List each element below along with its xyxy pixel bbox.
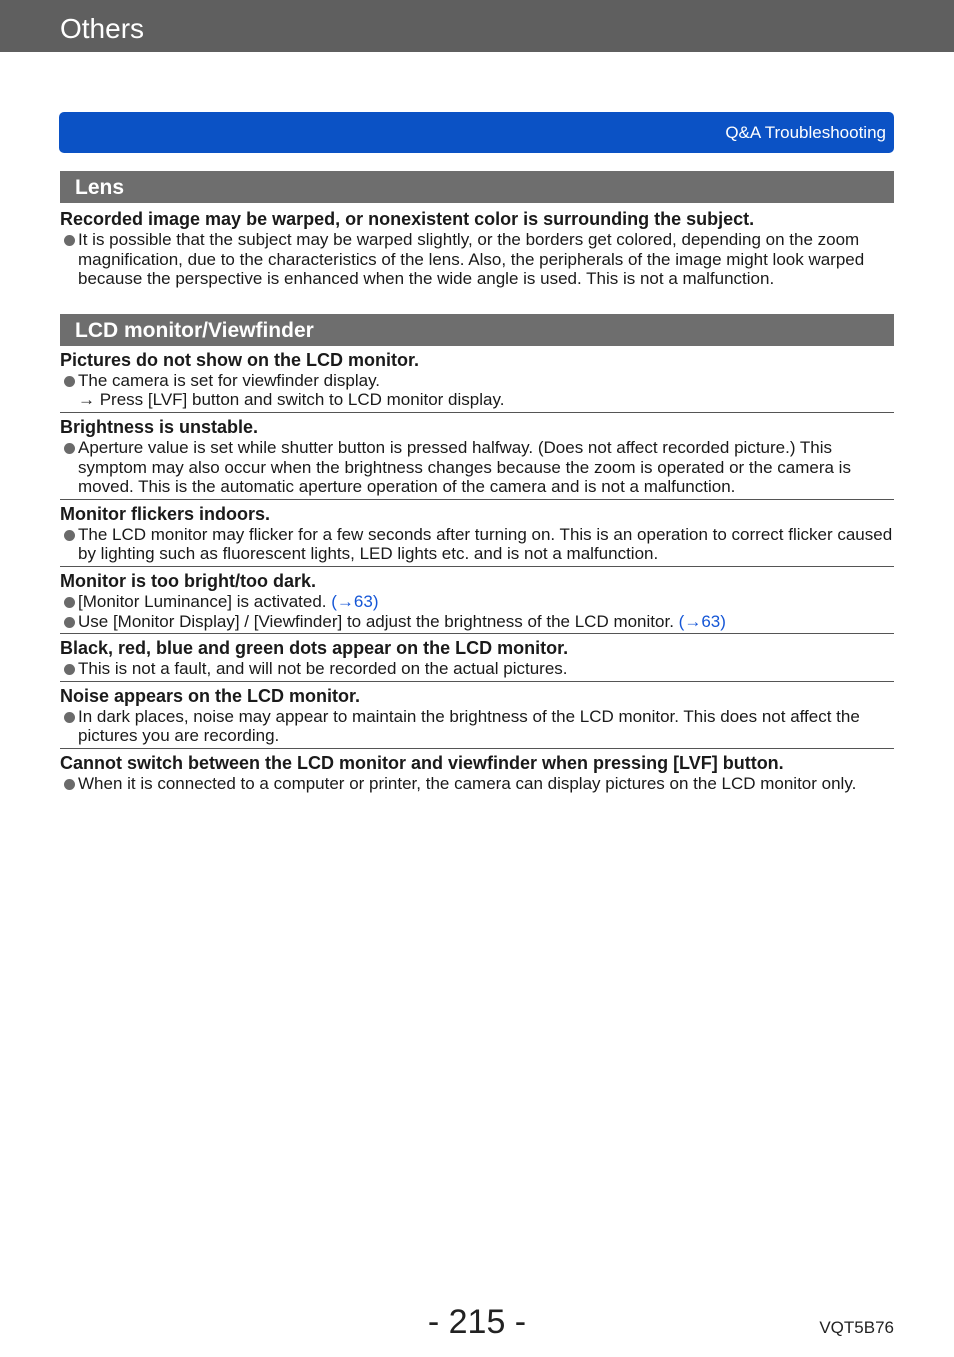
lens-answer: It is possible that the subject may be warped slightly, or the borders get colored, depending on the zoom magnification, due to the characteristics of the lens. Also, the peripherals of the image might look warped because the perspective is enhanced when the wide angle is used. This is not a malfunction. [60,230,894,289]
bullet-icon [64,530,75,541]
lens-question: Recorded image may be warped, or nonexistent color is surrounding the subject. [60,209,755,229]
bullet-icon [64,597,75,608]
page-number: - 215 - [427,1303,527,1341]
question: Cannot switch between the LCD monitor and viewfinder when pressing [LVF] button. [60,752,784,773]
page-reference-link[interactable]: (→63) [678,611,726,631]
page-content [60,171,894,796]
question: Brightness is unstable. [60,416,259,437]
qa-item [60,503,894,567]
qa-item [60,349,894,413]
answer: The camera is set for viewfinder display. [60,371,894,391]
bullet-icon [64,617,75,628]
bullet-icon [64,712,75,723]
top-header-bar [0,0,954,52]
answer: In dark places, noise may appear to maintain the brightness of the LCD monitor. This does not affect the pictures you are recording. [60,707,894,746]
bullet-icon [64,443,75,454]
band-label: Q&A Troubleshooting [725,123,886,142]
chapter-title: Others [60,13,145,44]
qa-item [60,570,894,634]
question: Monitor flickers indoors. [60,503,271,524]
question: Monitor is too bright/too dark. [60,570,316,591]
qa-item [60,685,894,749]
page-reference-link[interactable]: (→63) [331,591,379,611]
answer: The LCD monitor may flicker for a few seconds after turning on. This is an operation to correct flicker caused by lighting such as fluorescent lights, LED lights etc. and is not a malfunction. [60,525,894,564]
bullet-icon [64,779,75,790]
section-header-lcd: LCD monitor/Viewfinder [60,314,894,346]
answer-sub: → Press [LVF] button and switch to LCD monitor display. [78,390,505,410]
qa-item [60,416,894,500]
question: Noise appears on the LCD monitor. [60,685,361,706]
qa-item [60,752,894,796]
qa-item [60,637,894,682]
answer: When it is connected to a computer or printer, the camera can display pictures on the LCD monitor only. [60,774,894,794]
question: Black, red, blue and green dots appear on the LCD monitor. [60,638,569,659]
answer: This is not a fault, and will not be recorded on the actual pictures. [60,659,894,679]
bullet-icon [64,664,75,675]
document-code: VQT5B76 [819,1318,894,1337]
bullet-icon [64,376,75,387]
question: Pictures do not show on the LCD monitor. [60,349,419,370]
bullet-icon [64,235,75,246]
section-header-lens: Lens [60,171,894,203]
answer: Use [Monitor Display] / [Viewfinder] to adjust the brightness of the LCD monitor. (→63) [60,612,894,632]
answer: Aperture value is set while shutter button is pressed halfway. (Does not affect recorded picture.) This symptom may also occur when the brightness changes because the zoom is operated or the camera is moved. This is the automatic aperture operation of the camera and is not a malfunction. [60,438,894,497]
answer: [Monitor Luminance] is activated. (→63) [60,592,894,612]
section-band [59,112,894,153]
